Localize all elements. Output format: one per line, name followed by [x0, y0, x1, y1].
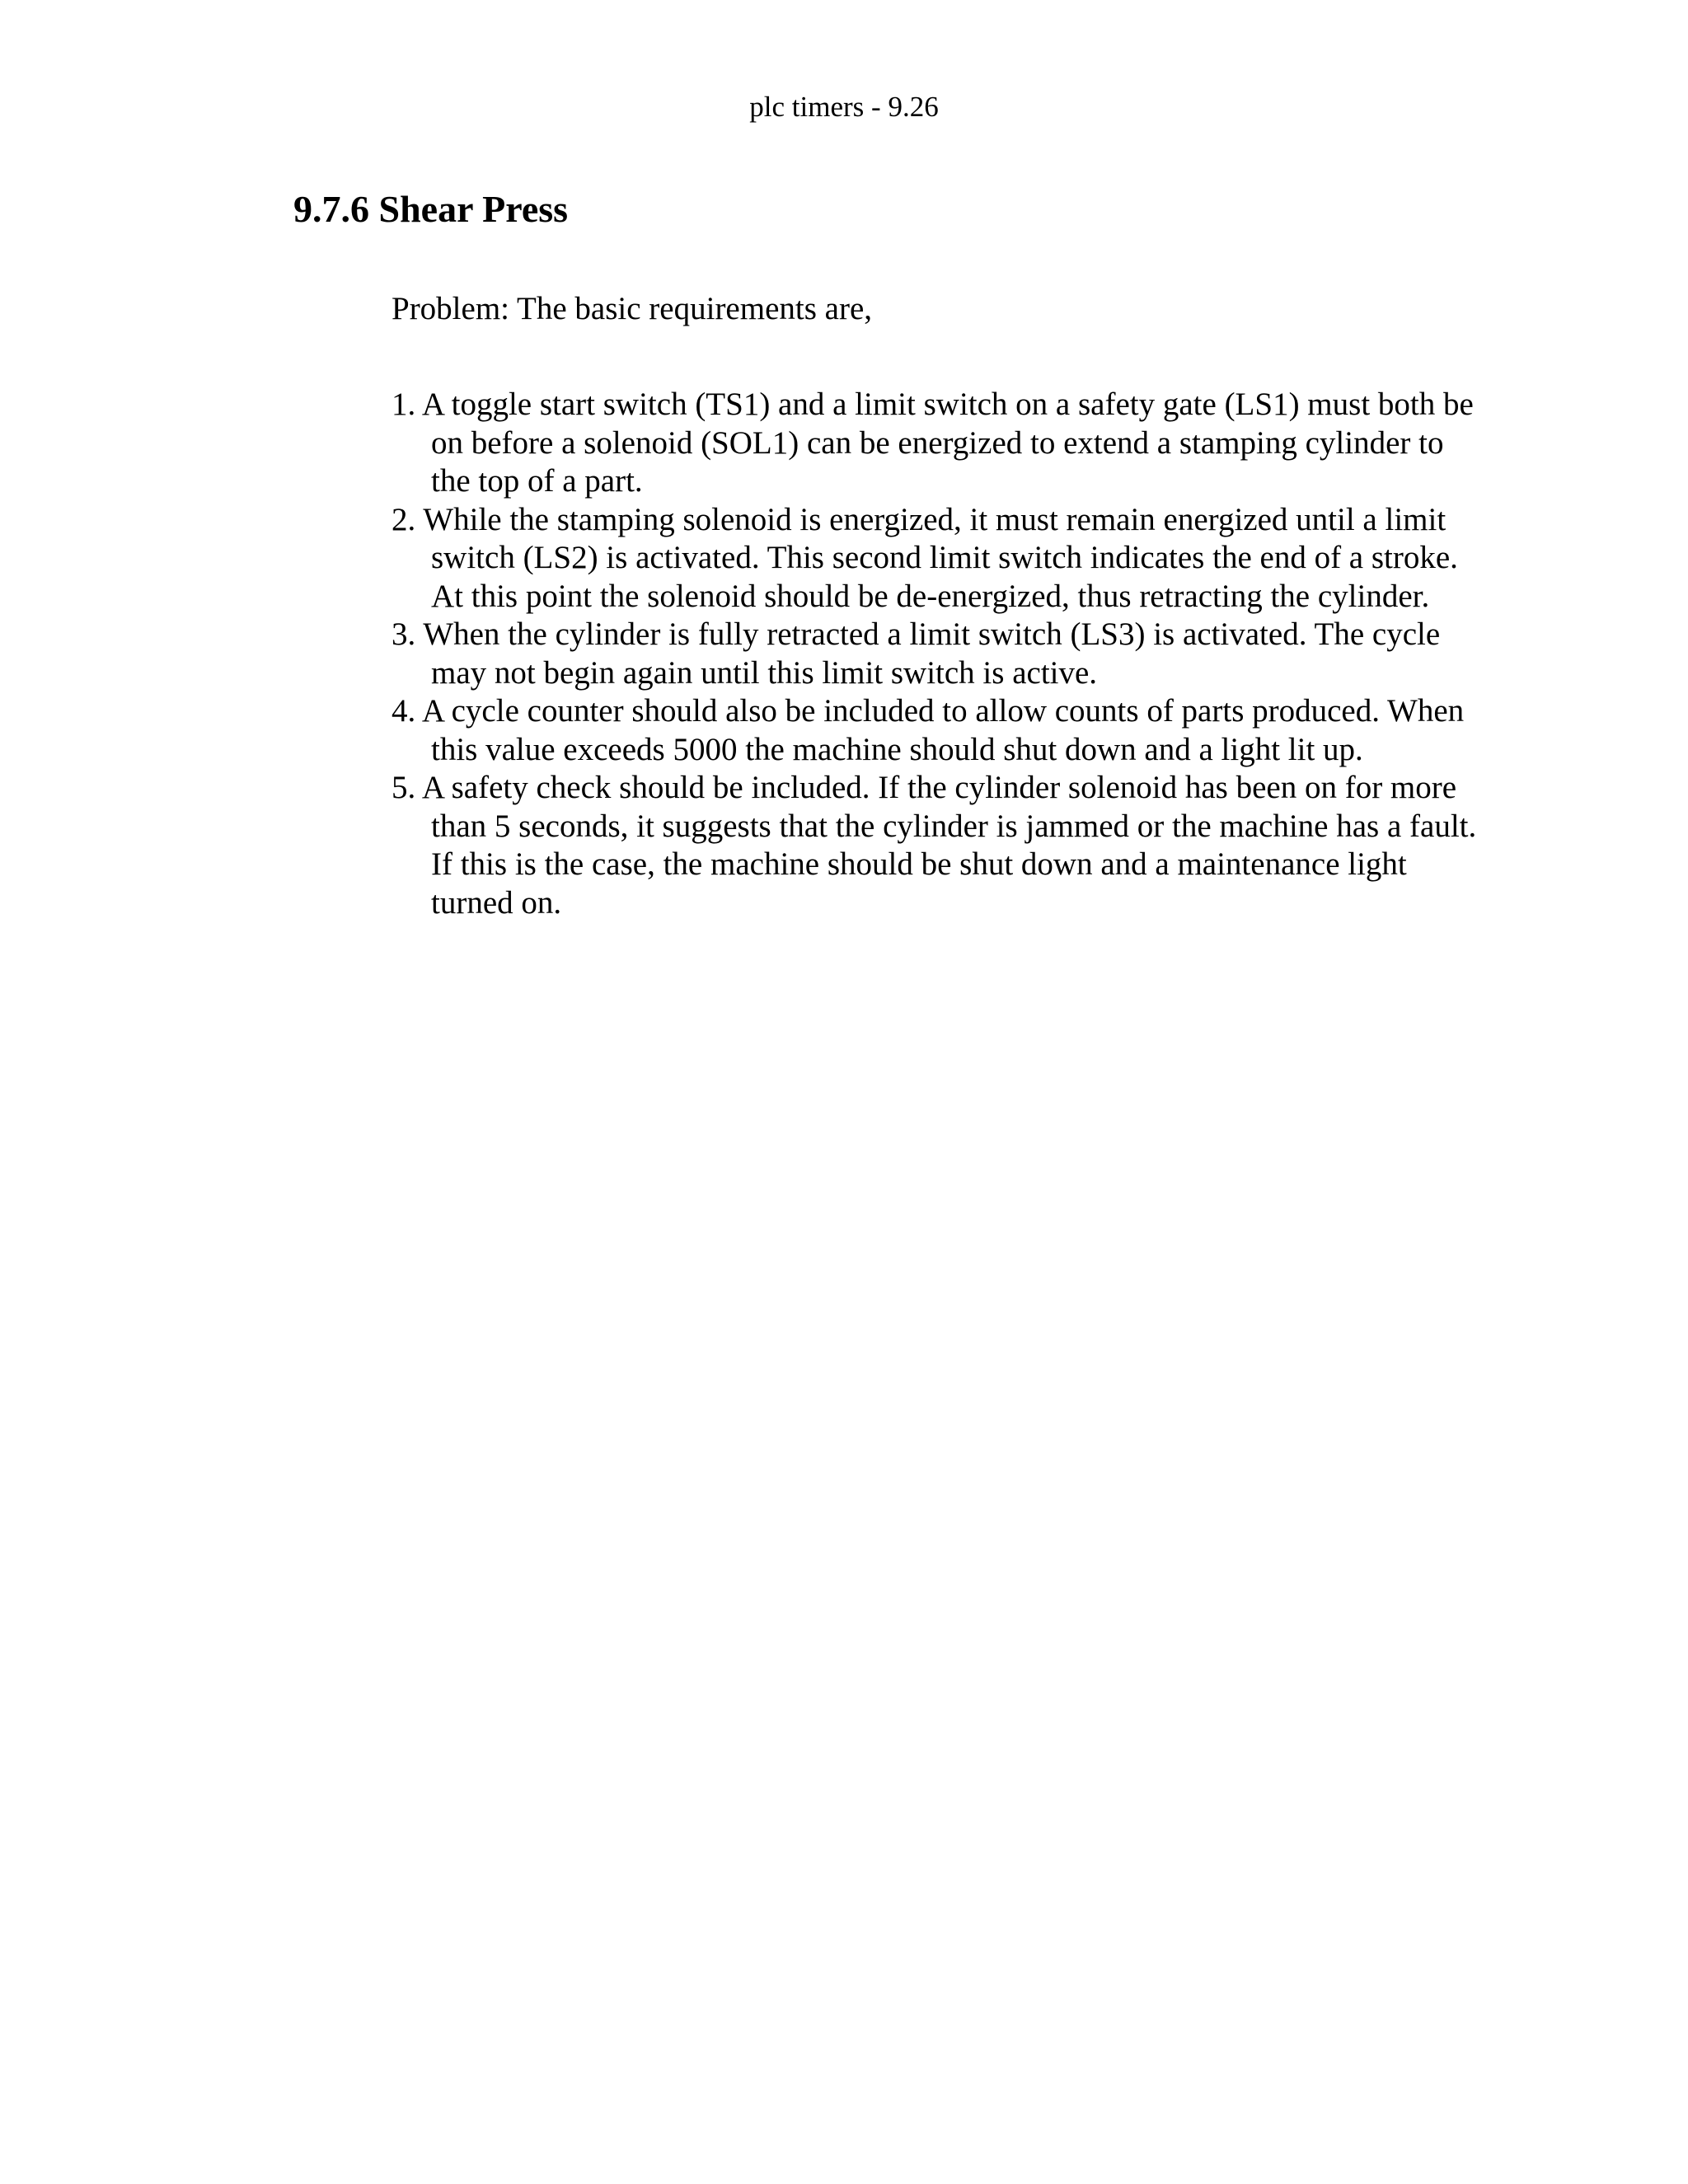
section-heading: 9.7.6 Shear Press	[293, 188, 569, 230]
requirement-text: While the stamping solenoid is energized, it must remain energized until a limit switch (LS2) is activated. This second limit switch indicates the end of a stroke. At this point the solenoid should be de-energized, thus retracting the cylinder.	[423, 501, 1458, 614]
requirement-item-5	[392, 769, 1479, 922]
requirement-item-2	[392, 501, 1479, 616]
requirement-number: 4.	[392, 693, 416, 729]
requirement-text: A toggle start switch (TS1) and a limit switch on a safety gate (LS1) must both be on before a solenoid (SOL1) can be energized to extend a stamping cylinder to the top of a part.	[421, 387, 1474, 499]
requirement-text: A safety check should be included. If the cylinder solenoid has been on for more than 5 seconds, it suggests that the cylinder is jammed or the machine has a fault. If this is the case, the machine should be shut down and a maintenance light turned on.	[421, 770, 1477, 921]
problem-intro: Problem: The basic requirements are,	[392, 291, 873, 326]
requirements-list	[392, 386, 1479, 922]
requirement-item-3	[392, 616, 1479, 692]
requirement-text: A cycle counter should also be included to allow counts of parts produced. When this value exceeds 5000 the machine should shut down and a light lit up.	[421, 693, 1465, 767]
requirement-item-1	[392, 386, 1479, 501]
requirement-number: 3.	[392, 616, 416, 652]
requirement-item-4	[392, 692, 1479, 769]
requirement-number: 1.	[392, 387, 416, 422]
requirement-number: 5.	[392, 770, 416, 805]
running-header: plc timers - 9.26	[749, 91, 939, 123]
requirement-text: When the cylinder is fully retracted a limit switch (LS3) is activated. The cycle may not begin again until this limit switch is active.	[423, 616, 1441, 691]
requirement-number: 2.	[392, 501, 416, 537]
